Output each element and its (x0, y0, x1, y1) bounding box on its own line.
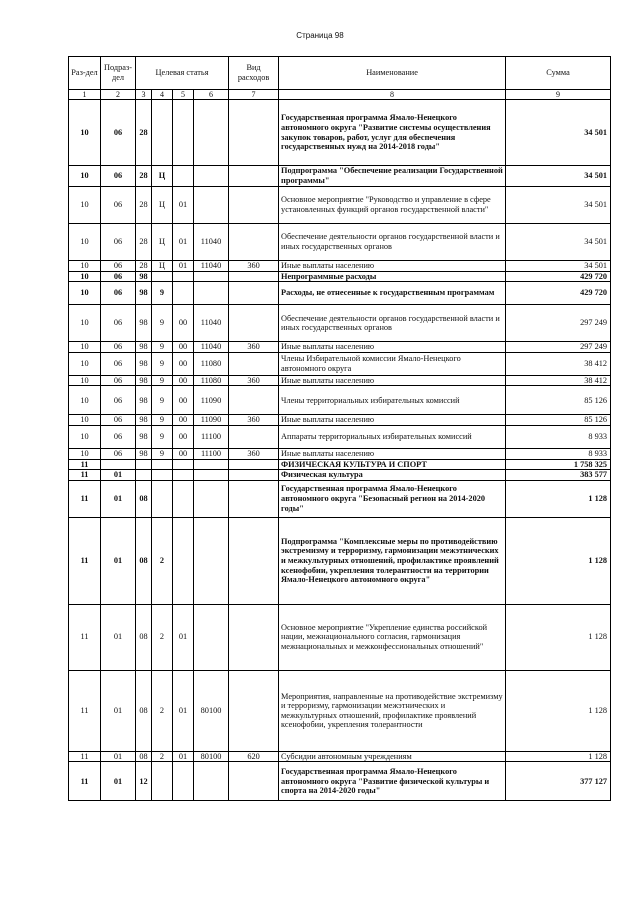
cell-razdel: 10 (69, 352, 101, 375)
column-number-row (69, 90, 611, 100)
column-number: 1 (69, 90, 101, 100)
cell-sum: 8 933 (506, 448, 611, 459)
cell-expense-type: 360 (229, 375, 279, 386)
table-header-row (69, 57, 611, 90)
cell-podrazdel: 06 (101, 386, 136, 415)
cell-sum: 38 412 (506, 352, 611, 375)
cell-activity (173, 100, 194, 166)
cell-name: Государственная программа Ямало-Ненецкого автономного округа "Развитие системы осуществления закупок товаров, работ, услуг для обеспечения государственных нужд на 2014-2018 годы" (279, 100, 506, 166)
table-row (69, 261, 611, 272)
column-number: 5 (173, 90, 194, 100)
cell-name: Государственная программа Ямало-Ненецкого автономного округа "Безопасный регион на 2014-2020 годы" (279, 480, 506, 517)
cell-podrazdel: 01 (101, 480, 136, 517)
cell-sum: 297 249 (506, 342, 611, 353)
cell-podrazdel: 06 (101, 261, 136, 272)
cell-podrazdel: 06 (101, 187, 136, 224)
cell-direction (194, 271, 229, 282)
cell-razdel: 10 (69, 261, 101, 272)
cell-program: 08 (136, 517, 152, 604)
header-razdel: Раз-дел (69, 57, 101, 90)
cell-subprogram (152, 470, 173, 481)
cell-activity (173, 762, 194, 801)
cell-subprogram (152, 480, 173, 517)
cell-program: 08 (136, 751, 152, 762)
cell-program: 98 (136, 352, 152, 375)
cell-razdel: 11 (69, 517, 101, 604)
cell-expense-type (229, 425, 279, 448)
cell-expense-type (229, 224, 279, 261)
cell-activity: 01 (173, 224, 194, 261)
cell-direction (194, 762, 229, 801)
table-row (69, 415, 611, 426)
cell-program: 28 (136, 261, 152, 272)
cell-activity: 00 (173, 342, 194, 353)
cell-expense-type (229, 166, 279, 187)
cell-expense-type: 360 (229, 342, 279, 353)
cell-sum: 1 128 (506, 517, 611, 604)
cell-subprogram (152, 762, 173, 801)
cell-sum: 377 127 (506, 762, 611, 801)
cell-activity (173, 166, 194, 187)
table-row (69, 517, 611, 604)
cell-sum: 34 501 (506, 166, 611, 187)
cell-razdel: 10 (69, 386, 101, 415)
cell-program: 98 (136, 271, 152, 282)
table-row (69, 282, 611, 305)
cell-subprogram (152, 100, 173, 166)
cell-direction: 11040 (194, 261, 229, 272)
column-number: 3 (136, 90, 152, 100)
cell-name: Основное мероприятие "Укрепление единства российской нации, межнационального согласия, гармонизация межнациональных и межконфессиональных отношений" (279, 604, 506, 670)
cell-direction: 11090 (194, 415, 229, 426)
cell-program: 98 (136, 282, 152, 305)
cell-name: Основное мероприятие "Руководство и управление в сфере установленных функций органов государственной власти" (279, 187, 506, 224)
cell-name: Члены территориальных избирательных комиссий (279, 386, 506, 415)
cell-activity: 00 (173, 375, 194, 386)
table-row (69, 166, 611, 187)
cell-direction (194, 100, 229, 166)
cell-podrazdel: 06 (101, 425, 136, 448)
cell-program (136, 470, 152, 481)
cell-direction: 11040 (194, 224, 229, 261)
cell-program: 28 (136, 224, 152, 261)
cell-direction (194, 459, 229, 470)
table-row (69, 386, 611, 415)
table-row (69, 480, 611, 517)
cell-sum: 1 128 (506, 480, 611, 517)
table-row (69, 762, 611, 801)
cell-sum: 1 128 (506, 604, 611, 670)
table-row (69, 375, 611, 386)
header-target-article: Целевая статья (136, 57, 229, 90)
cell-expense-type (229, 604, 279, 670)
cell-direction (194, 166, 229, 187)
cell-razdel: 10 (69, 271, 101, 282)
cell-expense-type: 360 (229, 415, 279, 426)
table-row (69, 670, 611, 751)
cell-name: Иные выплаты населению (279, 342, 506, 353)
cell-podrazdel: 06 (101, 448, 136, 459)
cell-razdel: 10 (69, 425, 101, 448)
cell-razdel: 11 (69, 751, 101, 762)
cell-razdel: 10 (69, 187, 101, 224)
cell-razdel: 11 (69, 480, 101, 517)
cell-expense-type (229, 305, 279, 342)
cell-sum: 34 501 (506, 261, 611, 272)
header-name: Наименование (279, 57, 506, 90)
cell-expense-type (229, 480, 279, 517)
cell-name: Мероприятия, направленные на противодействие экстремизму и терроризму, гармонизации межэтнических и межкультурных отношений, профилактике проявлений ксенофобии, укрепления толерантности (279, 670, 506, 751)
table-row (69, 352, 611, 375)
cell-subprogram: Ц (152, 166, 173, 187)
cell-subprogram: 2 (152, 751, 173, 762)
cell-expense-type: 360 (229, 448, 279, 459)
cell-razdel: 10 (69, 100, 101, 166)
cell-name: Иные выплаты населению (279, 261, 506, 272)
table-row (69, 224, 611, 261)
cell-direction: 11080 (194, 352, 229, 375)
cell-direction: 11090 (194, 386, 229, 415)
column-number: 9 (506, 90, 611, 100)
cell-expense-type (229, 271, 279, 282)
cell-program: 98 (136, 386, 152, 415)
cell-expense-type (229, 187, 279, 224)
cell-podrazdel (101, 459, 136, 470)
cell-sum: 1 128 (506, 670, 611, 751)
cell-name: Расходы, не отнесенные к государственным программам (279, 282, 506, 305)
cell-subprogram: 9 (152, 425, 173, 448)
cell-activity (173, 271, 194, 282)
header-sum: Сумма (506, 57, 611, 90)
cell-expense-type (229, 517, 279, 604)
cell-name: Подпрограмма "Обеспечение реализации Государственной программы" (279, 166, 506, 187)
cell-sum: 8 933 (506, 425, 611, 448)
column-number: 7 (229, 90, 279, 100)
cell-direction: 11100 (194, 448, 229, 459)
cell-expense-type (229, 282, 279, 305)
cell-program: 98 (136, 342, 152, 353)
cell-program: 98 (136, 305, 152, 342)
cell-expense-type (229, 386, 279, 415)
cell-subprogram: 9 (152, 448, 173, 459)
cell-razdel: 10 (69, 415, 101, 426)
cell-program: 98 (136, 375, 152, 386)
table-row (69, 271, 611, 282)
cell-activity: 00 (173, 386, 194, 415)
budget-table (68, 56, 611, 801)
cell-subprogram: 9 (152, 386, 173, 415)
cell-subprogram: Ц (152, 261, 173, 272)
cell-expense-type: 620 (229, 751, 279, 762)
cell-program (136, 459, 152, 470)
cell-sum: 38 412 (506, 375, 611, 386)
cell-podrazdel: 06 (101, 305, 136, 342)
cell-podrazdel: 01 (101, 470, 136, 481)
cell-name: Подпрограмма "Комплексные меры по противодействию экстремизму и терроризму, гармонизации межэтнических и межкультурных отношений, профилактике проявлений ксенофобии, укрепления толерантности на территории Ямало-Ненецкого автономного округа" (279, 517, 506, 604)
cell-sum: 1 758 325 (506, 459, 611, 470)
cell-razdel: 10 (69, 305, 101, 342)
cell-sum: 34 501 (506, 100, 611, 166)
cell-direction (194, 480, 229, 517)
cell-subprogram (152, 459, 173, 470)
cell-podrazdel: 06 (101, 100, 136, 166)
cell-activity (173, 480, 194, 517)
cell-subprogram: 9 (152, 352, 173, 375)
cell-subprogram: 9 (152, 342, 173, 353)
cell-activity: 00 (173, 352, 194, 375)
cell-direction: 11100 (194, 425, 229, 448)
cell-sum: 85 126 (506, 415, 611, 426)
cell-name: Физическая культура (279, 470, 506, 481)
cell-sum: 383 577 (506, 470, 611, 481)
cell-activity: 01 (173, 187, 194, 224)
cell-podrazdel: 06 (101, 375, 136, 386)
cell-expense-type (229, 470, 279, 481)
cell-subprogram: 2 (152, 670, 173, 751)
cell-subprogram: 9 (152, 305, 173, 342)
cell-name: Иные выплаты населению (279, 415, 506, 426)
cell-expense-type (229, 762, 279, 801)
cell-razdel: 10 (69, 375, 101, 386)
column-number: 6 (194, 90, 229, 100)
cell-sum: 1 128 (506, 751, 611, 762)
cell-podrazdel: 01 (101, 670, 136, 751)
cell-subprogram: 9 (152, 415, 173, 426)
cell-activity: 01 (173, 751, 194, 762)
cell-program: 98 (136, 415, 152, 426)
cell-subprogram: 9 (152, 375, 173, 386)
cell-sum: 429 720 (506, 282, 611, 305)
cell-program: 08 (136, 480, 152, 517)
cell-program: 28 (136, 187, 152, 224)
page-title: Страница 98 (296, 31, 344, 40)
cell-subprogram: 2 (152, 604, 173, 670)
cell-direction (194, 282, 229, 305)
cell-program: 12 (136, 762, 152, 801)
cell-sum: 85 126 (506, 386, 611, 415)
cell-name: Субсидии автономным учреждениям (279, 751, 506, 762)
cell-podrazdel: 06 (101, 271, 136, 282)
cell-podrazdel: 06 (101, 166, 136, 187)
table-row (69, 100, 611, 166)
cell-program: 28 (136, 100, 152, 166)
cell-expense-type (229, 100, 279, 166)
cell-podrazdel: 01 (101, 751, 136, 762)
cell-razdel: 11 (69, 459, 101, 470)
cell-expense-type: 360 (229, 261, 279, 272)
cell-podrazdel: 06 (101, 415, 136, 426)
cell-name: Аппараты территориальных избирательных комиссий (279, 425, 506, 448)
cell-subprogram: 9 (152, 282, 173, 305)
cell-activity (173, 282, 194, 305)
cell-name: Иные выплаты населению (279, 448, 506, 459)
cell-podrazdel: 06 (101, 342, 136, 353)
cell-sum: 34 501 (506, 187, 611, 224)
table-row (69, 604, 611, 670)
table-row (69, 305, 611, 342)
cell-razdel: 11 (69, 604, 101, 670)
table-row (69, 425, 611, 448)
cell-podrazdel: 06 (101, 282, 136, 305)
cell-subprogram (152, 271, 173, 282)
cell-activity (173, 470, 194, 481)
cell-sum: 429 720 (506, 271, 611, 282)
cell-expense-type (229, 352, 279, 375)
cell-activity (173, 459, 194, 470)
cell-activity: 01 (173, 261, 194, 272)
cell-podrazdel: 06 (101, 352, 136, 375)
cell-name: ФИЗИЧЕСКАЯ КУЛЬТУРА И СПОРТ (279, 459, 506, 470)
table-row (69, 470, 611, 481)
cell-razdel: 10 (69, 342, 101, 353)
cell-subprogram: 2 (152, 517, 173, 604)
cell-program: 98 (136, 448, 152, 459)
cell-program: 08 (136, 604, 152, 670)
cell-name: Обеспечение деятельности органов государственной власти и иных государственных органов (279, 224, 506, 261)
cell-direction: 11040 (194, 305, 229, 342)
cell-direction: 80100 (194, 751, 229, 762)
cell-direction (194, 187, 229, 224)
cell-sum: 34 501 (506, 224, 611, 261)
cell-name: Члены Избирательной комиссии Ямало-Ненецкого автономного округа (279, 352, 506, 375)
cell-name: Государственная программа Ямало-Ненецкого автономного округа "Развитие физической культуры и спорта на 2014-2020 годы" (279, 762, 506, 801)
header-podrazdel: Подраз-дел (101, 57, 136, 90)
cell-subprogram: Ц (152, 187, 173, 224)
cell-activity: 00 (173, 305, 194, 342)
cell-direction (194, 517, 229, 604)
cell-name: Обеспечение деятельности органов государственной власти и иных государственных органов (279, 305, 506, 342)
cell-razdel: 10 (69, 166, 101, 187)
cell-activity: 01 (173, 670, 194, 751)
cell-activity: 01 (173, 604, 194, 670)
cell-program: 28 (136, 166, 152, 187)
cell-name: Иные выплаты населению (279, 375, 506, 386)
table-row (69, 459, 611, 470)
cell-program: 08 (136, 670, 152, 751)
cell-razdel: 11 (69, 670, 101, 751)
cell-direction: 11040 (194, 342, 229, 353)
cell-direction (194, 470, 229, 481)
column-number: 2 (101, 90, 136, 100)
cell-sum: 297 249 (506, 305, 611, 342)
table-row (69, 751, 611, 762)
cell-subprogram: Ц (152, 224, 173, 261)
header-expense-type: Вид расходов (229, 57, 279, 90)
cell-activity: 00 (173, 415, 194, 426)
cell-name: Непрограммные расходы (279, 271, 506, 282)
cell-direction: 80100 (194, 670, 229, 751)
table-row (69, 448, 611, 459)
cell-razdel: 11 (69, 762, 101, 801)
column-number: 4 (152, 90, 173, 100)
cell-razdel: 10 (69, 224, 101, 261)
table-row (69, 342, 611, 353)
cell-razdel: 11 (69, 470, 101, 481)
cell-activity: 00 (173, 425, 194, 448)
table-row (69, 187, 611, 224)
cell-razdel: 10 (69, 448, 101, 459)
cell-activity (173, 517, 194, 604)
cell-expense-type (229, 459, 279, 470)
cell-podrazdel: 01 (101, 517, 136, 604)
cell-program: 98 (136, 425, 152, 448)
column-number: 8 (279, 90, 506, 100)
cell-razdel: 10 (69, 282, 101, 305)
cell-podrazdel: 06 (101, 224, 136, 261)
cell-activity: 00 (173, 448, 194, 459)
cell-direction: 11080 (194, 375, 229, 386)
cell-expense-type (229, 670, 279, 751)
cell-direction (194, 604, 229, 670)
cell-podrazdel: 01 (101, 762, 136, 801)
cell-podrazdel: 01 (101, 604, 136, 670)
